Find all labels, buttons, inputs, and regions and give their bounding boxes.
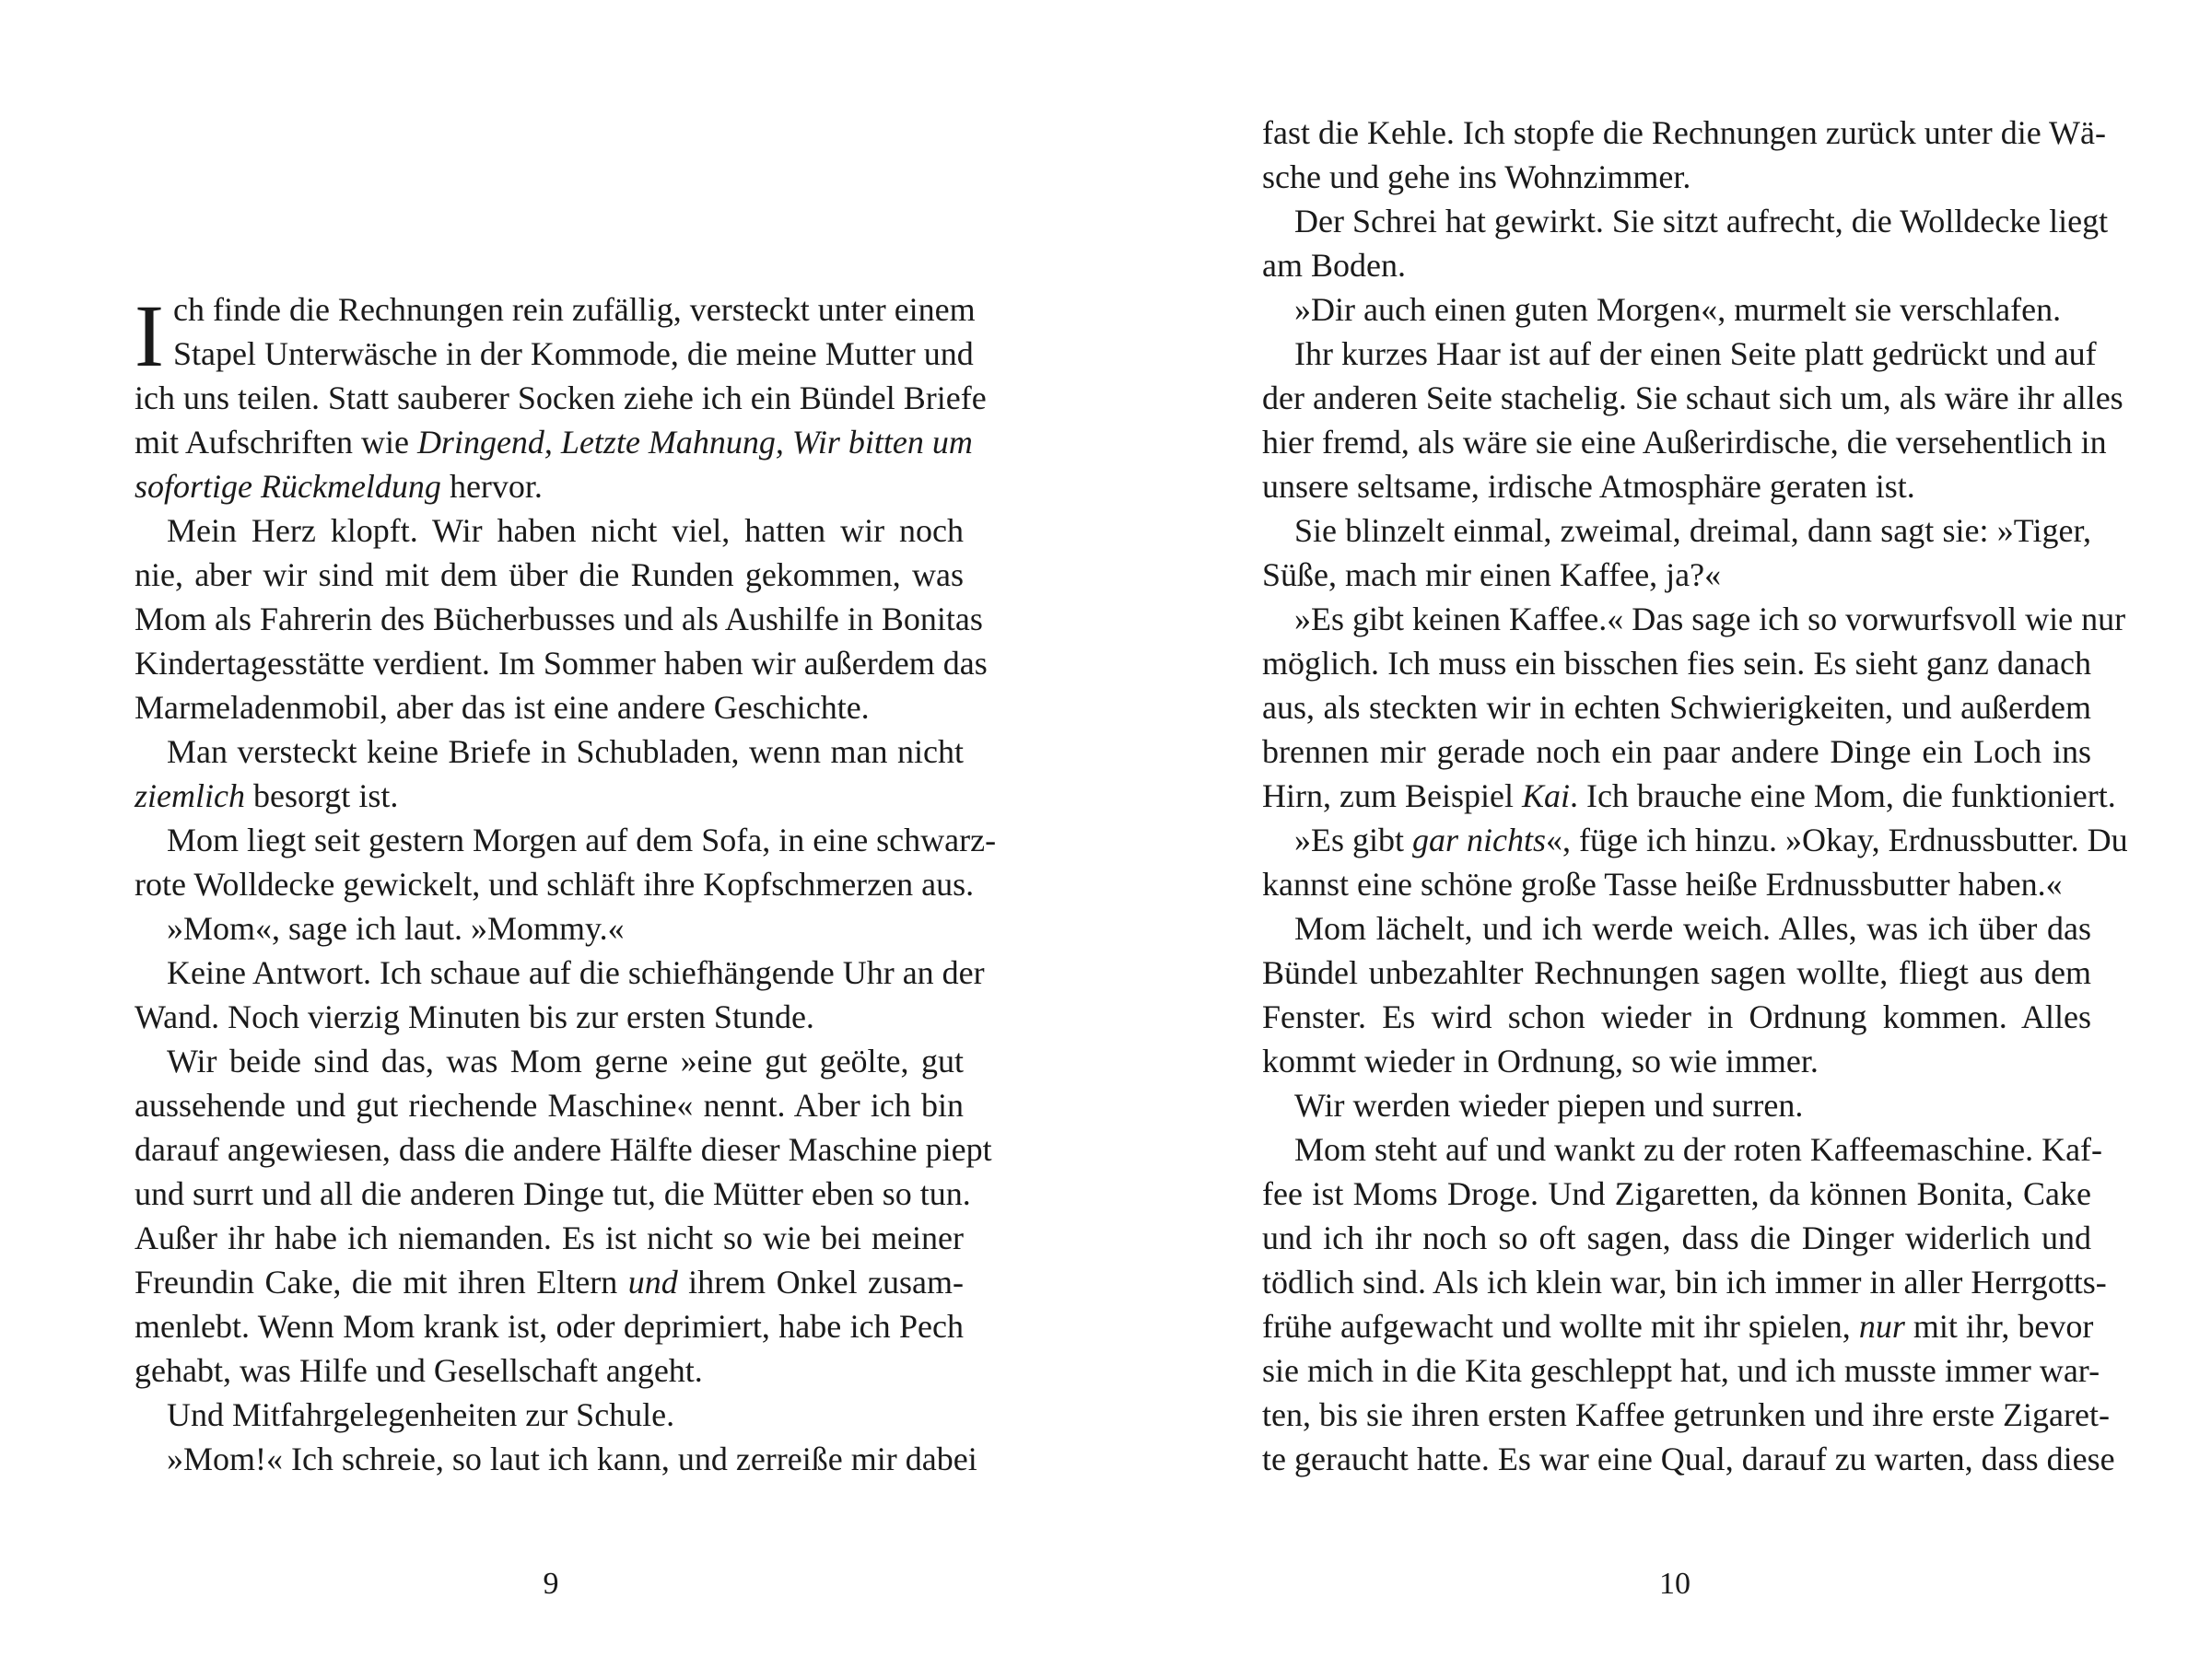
text-line bbox=[1262, 420, 2107, 464]
text-line bbox=[135, 1127, 992, 1172]
text-run: »Es gibt keinen Kaffee.« Das sage ich so vorwurfsvoll wie nur bbox=[1294, 601, 2126, 637]
text-line bbox=[1262, 641, 2091, 685]
text-line bbox=[1262, 1393, 2110, 1437]
text-line bbox=[1262, 1172, 2091, 1216]
text-run: Bündel unbezahlter Rechnungen sagen wollte, fliegt aus dem bbox=[1262, 954, 2091, 991]
text-run: mit ihr, bevor bbox=[1904, 1308, 2094, 1345]
text-line bbox=[1262, 508, 2091, 553]
text-run: der anderen Seite stachelig. Sie schaut sich um, als wäre ihr alles bbox=[1262, 379, 2123, 416]
text-run: Der Schrei hat gewirkt. Sie sitzt aufrecht, die Wolldecke liegt bbox=[1294, 203, 2109, 239]
text-run: fast die Kehle. Ich stopfe die Rechnungen zurück unter die Wä- bbox=[1262, 114, 2106, 151]
text-run: fee ist Moms Droge. Und Zigaretten, da können Bonita, Cake bbox=[1262, 1175, 2091, 1212]
text-line bbox=[1262, 995, 2091, 1039]
text-line bbox=[135, 464, 964, 508]
drop-cap: I bbox=[135, 286, 164, 385]
text-line bbox=[1262, 1437, 2115, 1481]
text-line bbox=[1262, 1039, 2091, 1083]
text-line bbox=[135, 376, 987, 420]
text-line bbox=[1262, 376, 2123, 420]
text-line bbox=[1262, 464, 2091, 508]
text-run: . Ich brauche eine Mom, die funktioniert. bbox=[1569, 777, 2116, 814]
text-line bbox=[135, 818, 997, 862]
italic-text-run: nur bbox=[1858, 1308, 1905, 1345]
text-line bbox=[1262, 553, 2091, 597]
text-line bbox=[1262, 774, 2116, 818]
text-run: nie, aber wir sind mit dem über die Runden gekommen, was bbox=[135, 556, 964, 593]
text-run: darauf angewiesen, dass die andere Hälfte dieser Maschine piept bbox=[135, 1131, 992, 1168]
text-line bbox=[1262, 951, 2091, 995]
text-line bbox=[1262, 1216, 2091, 1260]
text-line bbox=[135, 685, 964, 729]
text-line bbox=[135, 1172, 971, 1216]
italic-text-run: sofortige Rückmeldung bbox=[135, 468, 441, 505]
text-line bbox=[135, 597, 983, 641]
italic-text-run: gar nichts bbox=[1412, 822, 1547, 858]
text-run: sche und gehe ins Wohnzimmer. bbox=[1262, 158, 1691, 195]
text-run: tödlich sind. Als ich klein war, bin ich immer in aller Herrgotts- bbox=[1262, 1264, 2107, 1301]
text-run: »Dir auch einen guten Morgen«, murmelt sie verschlafen. bbox=[1294, 291, 2062, 328]
text-run: Mein Herz klopft. Wir haben nicht viel, hatten wir noch bbox=[167, 512, 964, 549]
text-line bbox=[1262, 155, 2091, 199]
text-line bbox=[1262, 1304, 2094, 1348]
text-line bbox=[135, 1039, 964, 1083]
text-run: Kindertagesstätte verdient. Im Sommer haben wir außerdem das bbox=[135, 645, 988, 682]
text-line bbox=[135, 862, 975, 906]
right-page-text bbox=[1262, 111, 2128, 1481]
text-line bbox=[135, 729, 964, 774]
text-run: Außer ihr habe ich niemanden. Es ist nicht so wie bei meiner bbox=[135, 1219, 964, 1256]
text-run: unsere seltsame, irdische Atmosphäre geraten ist. bbox=[1262, 468, 1915, 505]
text-line bbox=[135, 332, 974, 376]
text-run: ich uns teilen. Statt sauberer Socken ziehe ich ein Bündel Briefe bbox=[135, 379, 987, 416]
left-page-text bbox=[135, 286, 997, 1481]
text-line bbox=[1262, 597, 2126, 641]
text-run: und ich ihr noch so oft sagen, dass die Dinger widerlich und bbox=[1262, 1219, 2091, 1256]
text-run: »Mom«, sage ich laut. »Mommy.« bbox=[167, 910, 625, 947]
text-line bbox=[135, 995, 964, 1039]
text-run: rote Wolldecke gewickelt, und schläft ihre Kopfschmerzen aus. bbox=[135, 866, 975, 903]
text-run: am Boden. bbox=[1262, 247, 1406, 284]
page-number-right: 10 bbox=[1659, 1567, 1690, 1601]
page-number-left: 9 bbox=[543, 1567, 559, 1601]
text-run: gehabt, was Hilfe und Gesellschaft angeht. bbox=[135, 1352, 703, 1389]
text-run: Freundin Cake, die mit ihren Eltern bbox=[135, 1264, 628, 1301]
text-run: »Es gibt bbox=[1294, 822, 1413, 858]
italic-text-run: ziemlich bbox=[135, 777, 245, 814]
text-run: sie mich in die Kita geschleppt hat, und ich musste immer war- bbox=[1262, 1352, 2100, 1389]
right-page bbox=[1106, 0, 2211, 1680]
text-line bbox=[135, 1348, 964, 1393]
text-line bbox=[1262, 1348, 2100, 1393]
text-line bbox=[1262, 862, 2091, 906]
text-run: Keine Antwort. Ich schaue auf die schiefhängende Uhr an der bbox=[167, 954, 985, 991]
text-line bbox=[1262, 199, 2109, 243]
text-run: Fenster. Es wird schon wieder in Ordnung kommen. Alles bbox=[1262, 998, 2091, 1035]
text-run: Wir beide sind das, was Mom gerne »eine gut geölte, gut bbox=[167, 1043, 964, 1079]
text-run: menlebt. Wenn Mom krank ist, oder deprimiert, habe ich Pech bbox=[135, 1308, 964, 1345]
text-run: möglich. Ich muss ein bisschen fies sein. Es sieht ganz danach bbox=[1262, 645, 2091, 682]
text-run: Wand. Noch vierzig Minuten bis zur ersten Stunde. bbox=[135, 998, 814, 1035]
text-line bbox=[135, 1260, 964, 1304]
text-line bbox=[135, 774, 964, 818]
text-line bbox=[135, 508, 964, 553]
text-run: Und Mitfahrgelegenheiten zur Schule. bbox=[167, 1396, 675, 1433]
text-run: Ihr kurzes Haar ist auf der einen Seite platt gedrückt und auf bbox=[1294, 335, 2097, 372]
text-run: Hirn, zum Beispiel bbox=[1262, 777, 1522, 814]
italic-text-run: Kai bbox=[1521, 777, 1570, 814]
text-run: Mom liegt seit gestern Morgen auf dem Sofa, in eine schwarz- bbox=[167, 822, 997, 858]
text-run: hier fremd, als wäre sie eine Außerirdische, die versehentlich in bbox=[1262, 424, 2107, 461]
text-run: ten, bis sie ihren ersten Kaffee getrunken und ihre erste Zigaret- bbox=[1262, 1396, 2110, 1433]
text-run: Mom steht auf und wankt zu der roten Kaffeemaschine. Kaf- bbox=[1294, 1131, 2103, 1168]
text-run: hervor. bbox=[440, 468, 543, 505]
text-run: kannst eine schöne große Tasse heiße Erdnussbutter haben.« bbox=[1262, 866, 2063, 903]
text-line bbox=[135, 951, 985, 995]
text-line bbox=[1262, 1083, 2091, 1127]
text-run: brennen mir gerade noch ein paar andere Dinge ein Loch ins bbox=[1262, 733, 2091, 770]
text-run: te geraucht hatte. Es war eine Qual, darauf zu warten, dass diese bbox=[1262, 1441, 2115, 1477]
text-run: «, füge ich hinzu. »Okay, Erdnussbutter. Du bbox=[1546, 822, 2128, 858]
text-line bbox=[135, 1393, 964, 1437]
text-line bbox=[1262, 1260, 2107, 1304]
text-run: Stapel Unterwäsche in der Kommode, die meine Mutter und bbox=[173, 335, 974, 372]
text-line bbox=[135, 1216, 964, 1260]
text-run: mit Aufschriften wie bbox=[135, 424, 417, 461]
text-run: und surrt und all die anderen Dinge tut, die Mütter eben so tun. bbox=[135, 1175, 971, 1212]
text-line bbox=[135, 287, 976, 332]
text-run: Man versteckt keine Briefe in Schubladen, wenn man nicht bbox=[167, 733, 964, 770]
text-run: ihrem Onkel zusam- bbox=[677, 1264, 964, 1301]
text-run: Mom lächelt, und ich werde weich. Alles, was ich über das bbox=[1294, 910, 2091, 947]
text-run: Mom als Fahrerin des Bücherbusses und als Aushilfe in Bonitas bbox=[135, 601, 983, 637]
text-line bbox=[135, 553, 964, 597]
text-line bbox=[1262, 1127, 2103, 1172]
text-line bbox=[1262, 906, 2091, 951]
text-run: Wir werden wieder piepen und surren. bbox=[1294, 1087, 1804, 1124]
text-run: Sie blinzelt einmal, zweimal, dreimal, dann sagt sie: »Tiger, bbox=[1294, 512, 2091, 549]
text-line bbox=[135, 641, 988, 685]
text-run: kommt wieder in Ordnung, so wie immer. bbox=[1262, 1043, 1819, 1079]
text-run: Marmeladenmobil, aber das ist eine andere Geschichte. bbox=[135, 689, 870, 726]
text-run: aus, als steckten wir in echten Schwierigkeiten, und außerdem bbox=[1262, 689, 2091, 726]
text-run: besorgt ist. bbox=[244, 777, 399, 814]
text-line bbox=[135, 1304, 964, 1348]
text-run: aussehende und gut riechende Maschine« nennt. Aber ich bin bbox=[135, 1087, 964, 1124]
text-run: ch finde die Rechnungen rein zufällig, versteckt unter einem bbox=[173, 291, 976, 328]
text-line bbox=[1262, 332, 2097, 376]
text-line bbox=[135, 906, 964, 951]
text-line bbox=[135, 420, 973, 464]
text-line bbox=[135, 1083, 964, 1127]
italic-text-run: Dringend, Letzte Mahnung, Wir bitten um bbox=[416, 424, 973, 461]
text-line bbox=[1262, 243, 2091, 287]
text-line bbox=[1262, 729, 2091, 774]
text-line bbox=[1262, 818, 2128, 862]
text-line bbox=[1262, 287, 2091, 332]
italic-text-run: und bbox=[627, 1264, 678, 1301]
text-line bbox=[1262, 685, 2091, 729]
text-line bbox=[135, 1437, 977, 1481]
text-run: frühe aufgewacht und wollte mit ihr spielen, bbox=[1262, 1308, 1859, 1345]
text-run: »Mom!« Ich schreie, so laut ich kann, und zerreiße mir dabei bbox=[167, 1441, 977, 1477]
text-line bbox=[1262, 111, 2106, 155]
text-run: Süße, mach mir einen Kaffee, ja?« bbox=[1262, 556, 1722, 593]
